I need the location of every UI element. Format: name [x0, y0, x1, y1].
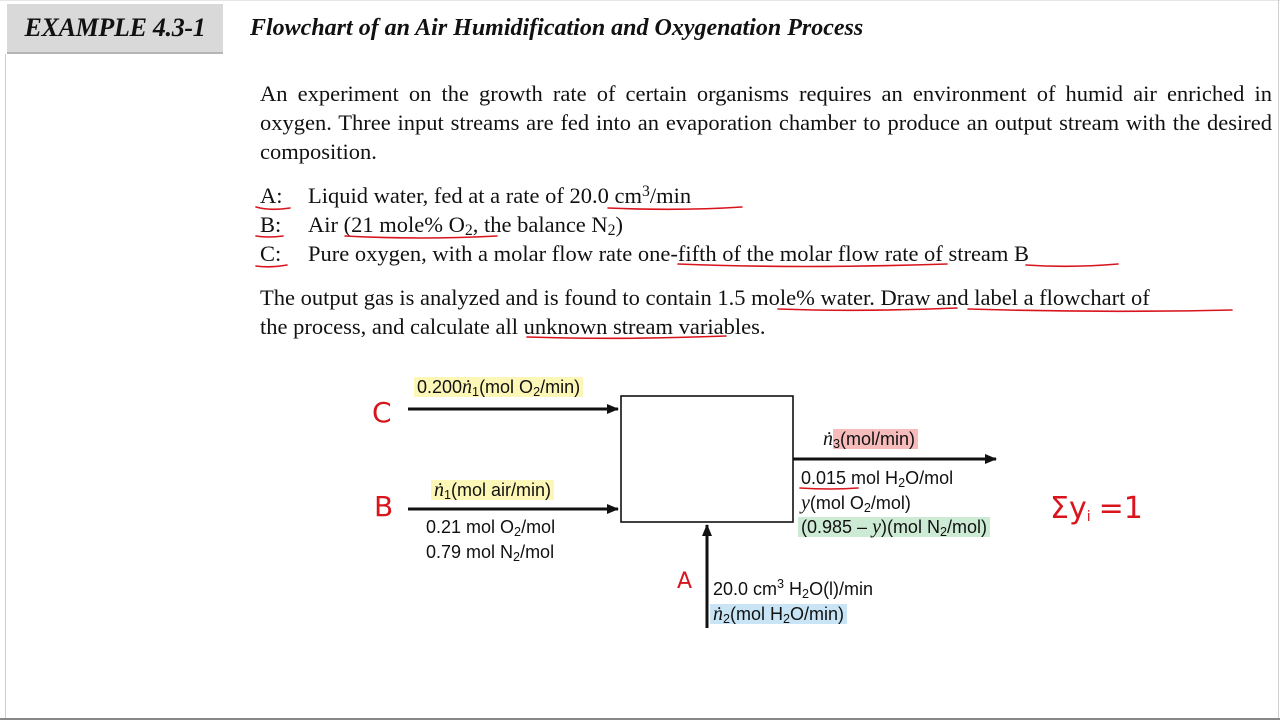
hand-sum-equation: $\Sigma y_i =1$	[1050, 491, 1143, 526]
stream-c-tag: C:	[260, 241, 282, 266]
stream-a-line	[260, 181, 691, 210]
stream-c-pre: Pure oxygen, with a molar flow rate	[308, 241, 638, 266]
stream-c-label: 0.200ṅ$_1$(mol $O_2/\min$)	[414, 375, 583, 399]
hand-letter-a: A	[677, 569, 693, 594]
evaporation-chamber-box	[621, 396, 793, 522]
output-n2-fraction: (0.985 – y)(mol $N_2/mol$)	[798, 515, 990, 539]
task-draw: Draw and label a flowchart of	[880, 285, 1150, 310]
task-water: 1.5 mole% water.	[717, 285, 875, 310]
stream-a-rate: 20.0 $cm^3/\min$	[569, 183, 692, 208]
hand-letter-c: C	[372, 396, 392, 429]
frame-top	[0, 0, 1280, 1]
frame-left	[5, 54, 6, 720]
stream-c-line: C: Pure oxygen, with a molar flow rate one-fifth of the molar flow rate of stream B	[260, 241, 1030, 266]
underline-c-stream	[1026, 264, 1118, 266]
task-paragraph: The output gas is analyzed and is found to contain 1.5 mole% water. Draw and label a flowchart of the process, and calculate all unknown stream variables.	[260, 285, 1150, 339]
frame-right	[1278, 0, 1279, 720]
intro-paragraph: An experiment on the growth rate of certain organisms requires an environment of humid air enriched in oxygen. Three input streams are fed into an evaporation chamber to produce an output stream with the desired composition.	[260, 81, 1272, 164]
example-label: EXAMPLE 4.3-1	[7, 4, 223, 54]
stream-b-line: B: Air (21 mole% $O_2$, the balance $N_2$)	[260, 212, 624, 239]
stream-c-fraction: one-fifth of the molar flow	[637, 241, 880, 266]
stream-b-n2-fraction: 0.79 mol $N_2$/mol	[426, 542, 555, 564]
stream-a-pre: Liquid water, fed at a rate of	[308, 183, 570, 208]
stream-b-o2: 21 mole% $O_2$	[351, 212, 473, 239]
stream-b-tag: B:	[260, 212, 282, 237]
stream-c-ref: stream B	[948, 241, 1030, 266]
stream-b-o2-fraction: 0.21 mol $O_2$/mol	[426, 517, 556, 539]
example-title: Flowchart of an Air Humidification and Oxygenation Process	[250, 15, 864, 41]
stream-a-volume: 20.0 $cm^3$ $H_2O(l)/\min$	[713, 577, 874, 601]
output-h2o-fraction: 0.015 mol $H_2O$/mol	[801, 468, 954, 490]
stream-b-pre: Air (	[308, 212, 352, 237]
task-unknown: all unknown stream	[495, 314, 673, 339]
output-stream-label: ṅ$_3$(mol/min)	[823, 427, 918, 451]
output-o2-fraction: y(mol $O_2/mol$)	[801, 492, 911, 515]
stream-a-tag: A:	[260, 183, 283, 208]
stream-b-label: ṅ$_1$(mol air/min)	[431, 478, 554, 502]
stream-a-label: ṅ$_2$(mol $H_2O/\min$)	[710, 602, 847, 626]
hand-letter-b: B	[374, 490, 394, 523]
